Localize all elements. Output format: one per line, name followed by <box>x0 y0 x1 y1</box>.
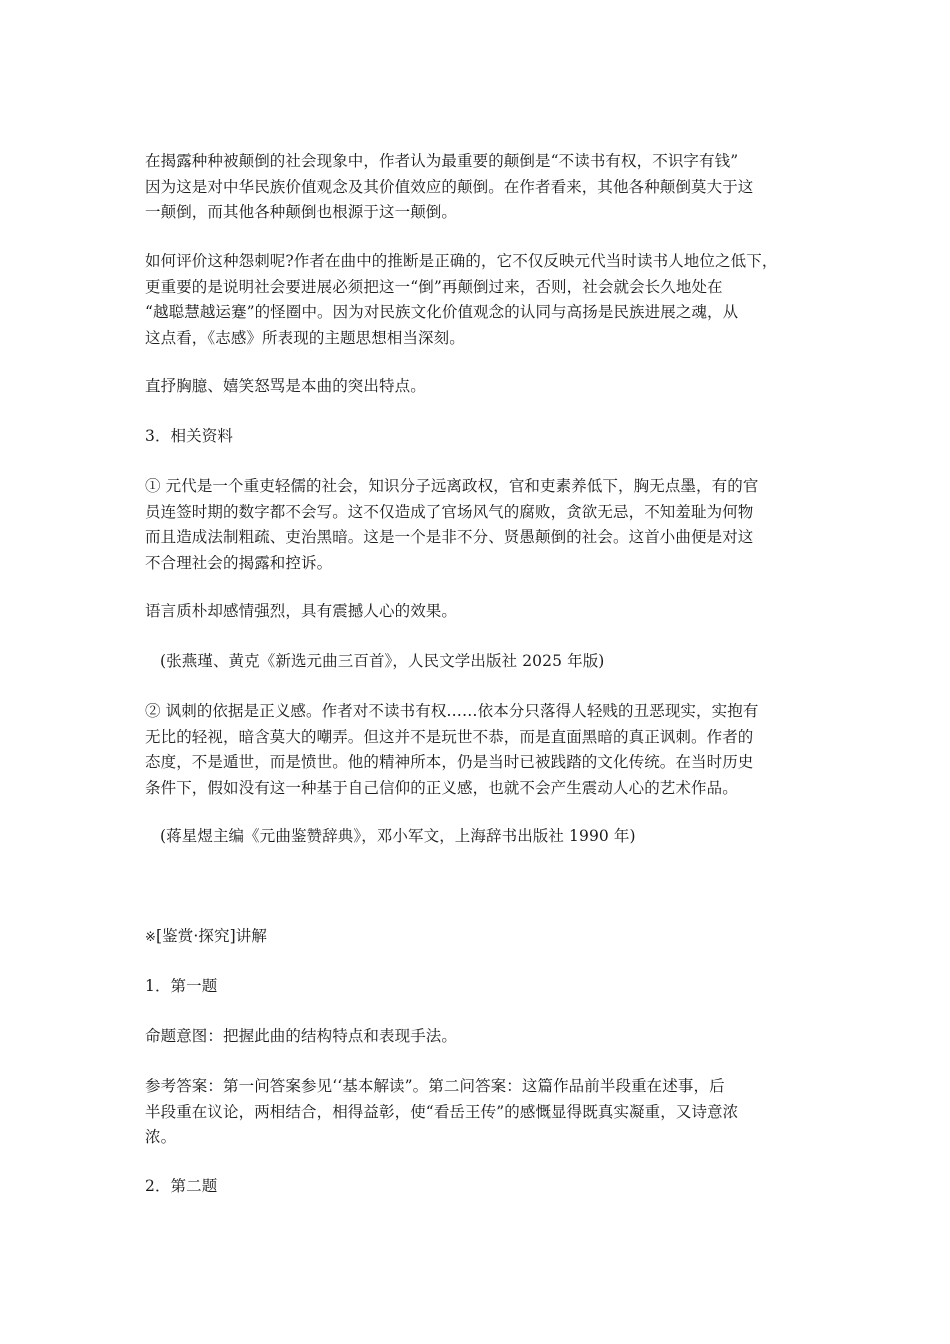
text-line: ① 元代是一个重吏轻儒的社会，知识分子远离政权，官和吏素养低下，胸无点墨，有的官 <box>145 477 759 495</box>
citation-1 <box>145 649 830 675</box>
section-heading-appreciation <box>145 924 815 951</box>
text-line: 参考答案：第一问答案参见‘‘基本解读”。第二问答案：这篇作品前半段重在述事，后 <box>145 1077 725 1095</box>
question-heading-1 <box>145 974 815 1000</box>
paragraph-language <box>145 599 815 625</box>
text-line: 如何评价这种怨刺呢?作者在曲中的推断是正确的，它不仅反映元代当时读书人地位之低下， <box>145 252 778 270</box>
section-heading-related-materials <box>145 424 815 450</box>
text-line: 浓。 <box>145 1128 177 1146</box>
text-line: 无比的轻视，暗含莫大的嘲弄。但这并不是玩世不恭，而是直面黑暗的真正讽刺。作者的 <box>145 727 754 746</box>
text-line: 这点看，《志感》所表现的主题思想相当深刻。 <box>145 328 465 347</box>
text-line: 条件下，假如没有这一种基于自己信仰的正义感，也就不会产生震动人心的艺术作品。 <box>145 778 738 797</box>
text-line: 半段重在议论，两相结合，相得益彰，使“看岳王传”的感慨显得既真实凝重，又诗意浓 <box>145 1102 739 1121</box>
text-line: 一颠倒，而其他各种颠倒也根源于这一颠倒。 <box>145 203 458 221</box>
reference-mark: ※ <box>145 930 156 945</box>
text-line: 1．第一题 <box>145 977 218 995</box>
text-line: 因为这是对中华民族价值观念及其价值效应的颠倒。在作者看来，其他各种颠倒莫大于这 <box>145 177 754 196</box>
text-line: 2．第二题 <box>145 1177 218 1195</box>
text-line: 语言质朴却感情强烈，具有震撼人心的效果。 <box>145 602 458 620</box>
paragraph-answer <box>145 1074 815 1151</box>
text-line <box>145 924 815 951</box>
heading-text: [鉴赏·探究]讲解 <box>156 927 267 945</box>
paragraph-material-2 <box>145 699 815 801</box>
question-heading-2 <box>145 1174 815 1200</box>
paragraph-inversion-analysis <box>145 149 815 226</box>
text-line: (张燕瑾、黄克《新选元曲三百首》，人民文学出版社 2025 年版) <box>160 652 605 670</box>
text-line: 命题意图：把握此曲的结构特点和表现手法。 <box>145 1027 458 1045</box>
text-line: 更重要的是说明社会要进展必须把这一“倒”再颠倒过来，否则，社会就会长久地处在 <box>145 277 723 296</box>
text-line: ② 讽刺的依据是正义感。作者对不读书有权……依本分只落得人轻贱的丑恶现实，实抱有 <box>145 702 759 720</box>
text-line: 不合理社会的揭露和控诉。 <box>145 553 333 572</box>
text-line: “越聪慧越运蹇”的怪圈中。因为对民族文化价值观念的认同与高扬是民族进展之魂，从 <box>145 303 739 321</box>
text-line: 员连签时期的数字都不会写。这不仅造成了官场风气的腐败，贪欲无忌，不知羞耻为何物 <box>145 502 754 521</box>
text-line: 3．相关资料 <box>145 427 233 445</box>
text-line: 直抒胸臆、嬉笑怒骂是本曲的突出特点。 <box>145 377 426 395</box>
text-line: 而且造成法制粗疏、吏治黑暗。这是一个是非不分、贤愚颠倒的社会。这首小曲便是对这 <box>145 528 754 546</box>
text-line: 态度，不是遁世，而是愤世。他的精神所本，仍是当时已被践踏的文化传统。在当时历史 <box>145 753 754 771</box>
paragraph-evaluation <box>145 249 815 351</box>
paragraph-feature <box>145 374 815 400</box>
citation-2 <box>145 824 830 850</box>
text-line: 在揭露种种被颠倒的社会现象中，作者认为最重要的颠倒是“不读书有权，不识字有钱” <box>145 152 739 170</box>
text-line: (蒋星煜主编《元曲鉴赞辞典》，邓小军文，上海辞书出版社 1990 年) <box>160 827 636 845</box>
paragraph-intent <box>145 1024 815 1050</box>
paragraph-material-1 <box>145 474 815 576</box>
